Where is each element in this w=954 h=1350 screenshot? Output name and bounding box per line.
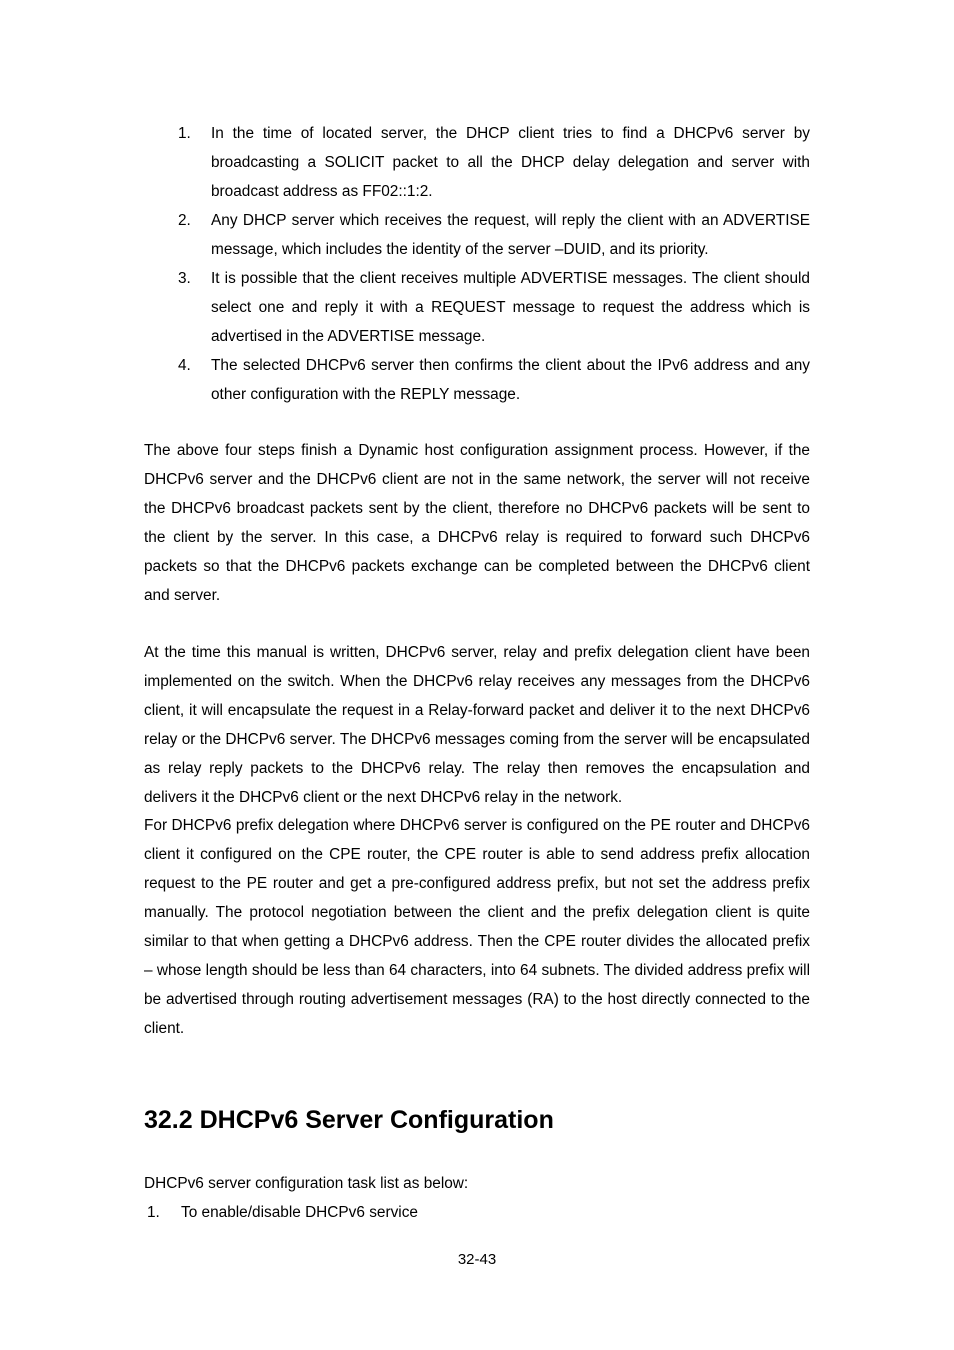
dhcpv6-process-steps xyxy=(178,119,810,409)
section-intro: DHCPv6 server configuration task list as below: xyxy=(144,1175,469,1192)
list-item-text: Any DHCP server which receives the request, will reply the client with an ADVERTISE message, which includes the identity of the server –DUID, and its priority. xyxy=(211,212,810,258)
page-number: 32-43 xyxy=(457,1251,497,1268)
list-item xyxy=(178,119,810,206)
section-heading: 32.2 DHCPv6 Server Configuration xyxy=(144,1106,554,1134)
body-paragraph: The above four steps finish a Dynamic host configuration assignment process. However, if the DHCPv6 server and the DHCPv6 client are not in the same network, the server will not receive the DHCPv6 broadcast packets sent by the client, therefore no DHCPv6 packets will be sent to the client by the server. In this case, a DHCPv6 relay is required to forward such DHCPv6 packets so that the DHCPv6 packets exchange can be completed between the DHCPv6 client and server. xyxy=(144,442,810,604)
list-item-text: It is possible that the client receives multiple ADVERTISE messages. The client should select one and reply it with a REQUEST message to request the address which is advertised in the ADVERTISE message. xyxy=(211,270,810,345)
list-item xyxy=(178,351,810,409)
list-item xyxy=(147,1198,418,1227)
list-item-number: 3. xyxy=(178,270,191,287)
list-item-number: 2. xyxy=(178,212,191,229)
body-paragraph: At the time this manual is written, DHCPv6 server, relay and prefix delegation client have been implemented on the switch. When the DHCPv6 relay receives any messages from the DHCPv6 client, it will encapsulate the request in a Relay-forward packet and deliver it to the next DHCPv6 relay or the DHCPv6 server. The DHCPv6 messages coming from the server will be encapsulated as relay reply packets to the DHCPv6 relay. The relay then removes the encapsulation and delivers it the DHCPv6 client or the next DHCPv6 relay in the network. xyxy=(144,644,810,806)
body-paragraph: For DHCPv6 prefix delegation where DHCPv6 server is configured on the PE router and DHCPv6 client it configured on the CPE router, the CPE router is able to send address prefix allocation request to the PE router and get a pre-configured address prefix, but not set the address prefix manually. The protocol negotiation between the client and the prefix delegation client is quite similar to that when getting a DHCPv6 address. Then the CPE router divides the allocated prefix – whose length should be less than 64 characters, into 64 subnets. The divided address prefix will be advertised through routing advertisement messages (RA) to the host directly connected to the client. xyxy=(144,817,810,1037)
list-item-number: 4. xyxy=(178,357,191,374)
list-item-text: The selected DHCPv6 server then confirms the client about the IPv6 address and any other configuration with the REPLY message. xyxy=(211,357,810,403)
list-item-text: To enable/disable DHCPv6 service xyxy=(181,1204,418,1221)
list-item xyxy=(178,264,810,351)
list-item-number: 1. xyxy=(178,125,191,142)
task-list xyxy=(147,1198,418,1227)
list-item xyxy=(178,206,810,264)
list-item-number: 1. xyxy=(147,1204,160,1221)
list-item-text: In the time of located server, the DHCP client tries to find a DHCPv6 server by broadcasting a SOLICIT packet to all the DHCP delay delegation and server with broadcast address as FF02::1:2. xyxy=(211,125,810,200)
